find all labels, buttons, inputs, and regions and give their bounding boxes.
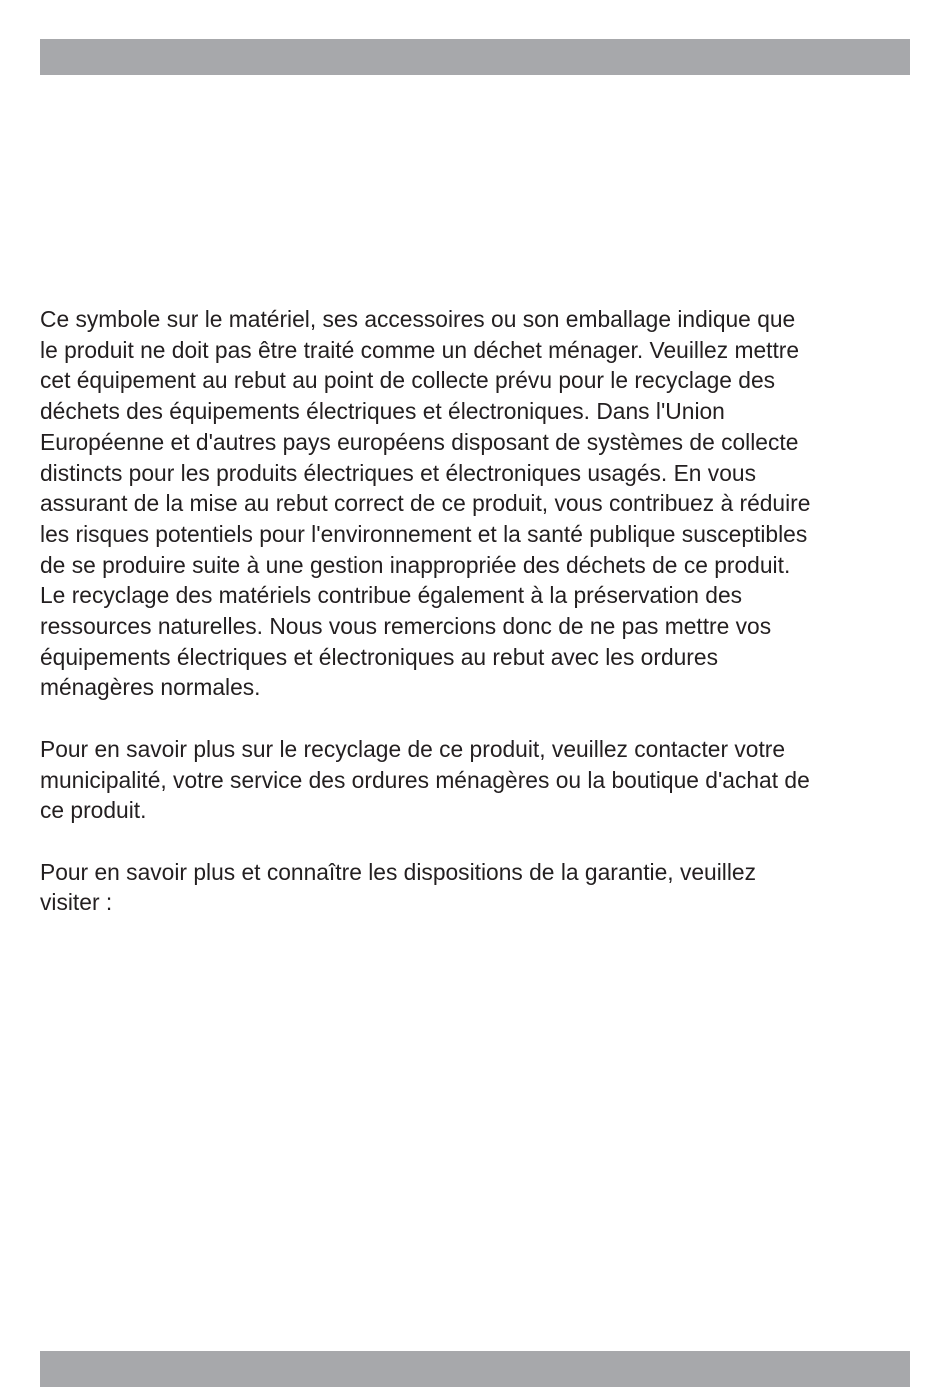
text-line: les risques potentiels pour l'environnement et la santé publique susceptibles <box>40 520 808 547</box>
text-line: Le recyclage des matériels contribue également à la préservation des <box>40 582 743 609</box>
text-line: Européenne et d'autres pays européens disposant de systèmes de collecte <box>40 428 799 455</box>
text-line: municipalité, votre service des ordures ménagères ou la boutique d'achat de <box>40 766 810 793</box>
text-line: de se produire suite à une gestion inappropriée des déchets de ce produit. <box>40 551 791 578</box>
text-line: Pour en savoir plus sur le recyclage de ce produit, veuillez contacter votre <box>40 735 786 762</box>
warranty-paragraph <box>40 857 910 918</box>
text-line: cet équipement au rebut au point de collecte prévu pour le recyclage des <box>40 367 776 394</box>
text-line: ménagères normales. <box>40 674 261 701</box>
contact-paragraph <box>40 734 910 826</box>
text-line: assurant de la mise au rebut correct de ce produit, vous contribuez à réduire <box>40 490 811 517</box>
footer-bar <box>40 1351 910 1387</box>
text-line: Pour en savoir plus et connaître les dispositions de la garantie, veuillez <box>40 858 756 885</box>
header-bar <box>40 39 910 75</box>
text-line: déchets des équipements électriques et électroniques. Dans l'Union <box>40 398 725 425</box>
text-line: visiter : <box>40 889 113 916</box>
text-line: ce produit. <box>40 797 147 824</box>
text-line: distincts pour les produits électriques et électroniques usagés. En vous <box>40 459 756 486</box>
text-line: ressources naturelles. Nous vous remercions donc de ne pas mettre vos <box>40 613 772 640</box>
text-line: le produit ne doit pas être traité comme un déchet ménager. Veuillez mettre <box>40 336 800 363</box>
text-line: équipements électriques et électroniques au rebut avec les ordures <box>40 643 718 670</box>
recycling-paragraph <box>40 304 910 703</box>
document-body <box>40 304 910 949</box>
text-line: Ce symbole sur le matériel, ses accessoires ou son emballage indique que <box>40 306 796 332</box>
